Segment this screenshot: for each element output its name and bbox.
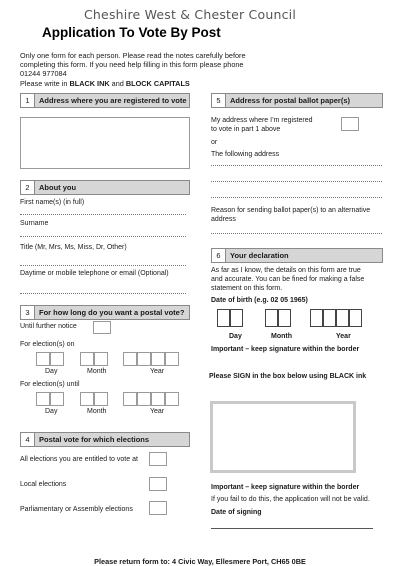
- reason-label-2: address: [211, 216, 236, 223]
- on-day-2[interactable]: [50, 352, 64, 366]
- on-month-label: Month: [87, 368, 107, 375]
- my-address-label-2: to vote in part 1 above: [211, 126, 281, 133]
- date-of-signing-label: Date of signing: [211, 509, 262, 516]
- section-1-label: Address where you are registered to vote: [39, 96, 187, 105]
- reason-label-1: Reason for sending ballot paper(s) to an alternative: [211, 207, 371, 214]
- intro-line-4: [20, 79, 280, 88]
- reason-line-1[interactable]: [211, 233, 382, 234]
- following-address-label: The following address: [211, 151, 280, 158]
- section-4-header: [20, 432, 190, 447]
- until-day-label: Day: [45, 408, 58, 415]
- intro-black-ink: BLACK INK: [69, 78, 110, 88]
- dob-year-3[interactable]: [336, 309, 349, 327]
- declaration-line-1: As far as I know, the details on this form are true: [211, 267, 361, 274]
- my-address-checkbox[interactable]: [341, 117, 359, 131]
- until-year-3[interactable]: [151, 392, 165, 406]
- phone-email-field[interactable]: [20, 293, 186, 294]
- dob-label: Date of birth (e.g. 02 05 1965): [211, 297, 308, 304]
- on-day-1[interactable]: [36, 352, 50, 366]
- dob-year-1[interactable]: [310, 309, 323, 327]
- form-title: Application To Vote By Post: [42, 25, 221, 40]
- on-day-label: Day: [45, 368, 58, 375]
- until-year-label: Year: [150, 408, 165, 415]
- on-month-1[interactable]: [80, 352, 94, 366]
- section-5-label: Address for postal ballot paper(s): [230, 96, 351, 105]
- declaration-line-3: statement on this form.: [211, 285, 283, 292]
- intro-line-4-c: and: [109, 78, 126, 88]
- dob-month-2[interactable]: [278, 309, 291, 327]
- important-note-1: Important – keep signature within the border: [211, 346, 360, 353]
- parliamentary-elections-label: Parliamentary or Assembly elections: [20, 506, 133, 513]
- section-5-header: [211, 93, 383, 108]
- surname-label: Surname: [20, 220, 49, 227]
- section-3-header: [20, 305, 190, 320]
- on-year-1[interactable]: [123, 352, 137, 366]
- alt-address-line-2[interactable]: [211, 181, 382, 182]
- surname-field[interactable]: [20, 236, 186, 237]
- section-1-number: 1: [21, 94, 35, 107]
- until-day-2[interactable]: [50, 392, 64, 406]
- sign-instruction: Please SIGN in the box below using BLACK ink: [209, 373, 367, 380]
- elections-until-label: For election(s) until: [20, 381, 80, 388]
- on-year-label: Year: [150, 368, 165, 375]
- until-month-label: Month: [87, 408, 107, 415]
- or-label: or: [211, 139, 218, 146]
- section-2-header: [20, 180, 190, 195]
- section-5-number: 5: [212, 94, 226, 107]
- on-year-2[interactable]: [137, 352, 151, 366]
- important-note-2: Important – keep signature within the border: [211, 484, 360, 491]
- intro-block-capitals: BLOCK CAPITALS: [125, 78, 190, 88]
- until-further-notice-checkbox[interactable]: [93, 321, 111, 334]
- title-label: Title (Mr, Mrs, Ms, Miss, Dr, Other): [20, 244, 127, 251]
- dob-month-label: Month: [271, 333, 292, 340]
- section-4-number: 4: [21, 433, 35, 446]
- on-year-3[interactable]: [151, 352, 165, 366]
- elections-on-label: For election(s) on: [20, 341, 75, 348]
- until-day-1[interactable]: [36, 392, 50, 406]
- first-names-label: First name(s) (in full): [20, 199, 85, 206]
- title-field[interactable]: [20, 265, 186, 266]
- section-2-label: About you: [39, 183, 77, 192]
- section-3-number: 3: [21, 306, 35, 319]
- dob-year-4[interactable]: [349, 309, 362, 327]
- intro-line-2: completing this form. If you need help filling in this form please phone: [20, 60, 244, 70]
- intro-line-3: 01244 977084: [20, 69, 67, 79]
- dob-day-2[interactable]: [230, 309, 243, 327]
- invalid-note: If you fail to do this, the application will not be valid.: [211, 496, 370, 503]
- section-4-label: Postal vote for which elections: [39, 435, 150, 444]
- dob-year-label: Year: [336, 333, 351, 340]
- parliamentary-elections-checkbox[interactable]: [149, 501, 167, 515]
- section-6-header: [211, 248, 383, 263]
- dob-month-1[interactable]: [265, 309, 278, 327]
- intro-text: [20, 51, 280, 88]
- first-names-field[interactable]: [20, 214, 186, 215]
- section-3-label: For how long do you want a postal vote?: [39, 308, 185, 317]
- signature-box[interactable]: [210, 401, 356, 473]
- intro-line-4-a: Please write in: [20, 78, 70, 88]
- section-6-number: 6: [212, 249, 226, 262]
- until-year-4[interactable]: [165, 392, 179, 406]
- section-2-number: 2: [21, 181, 35, 194]
- on-month-2[interactable]: [94, 352, 108, 366]
- declaration-line-2: and accurate. You can be fined for making a false: [211, 276, 365, 283]
- until-month-1[interactable]: [80, 392, 94, 406]
- council-name: Cheshire West & Chester Council: [84, 7, 296, 22]
- alt-address-line-3[interactable]: [211, 197, 382, 198]
- until-year-2[interactable]: [137, 392, 151, 406]
- dob-day-label: Day: [229, 333, 242, 340]
- local-elections-checkbox[interactable]: [149, 477, 167, 491]
- all-elections-label: All elections you are entitled to vote at: [20, 456, 138, 463]
- intro-line-1: Only one form for each person. Please read the notes carefully before: [20, 51, 246, 60]
- until-further-notice-label: Until further notice: [20, 323, 77, 330]
- registered-address-field[interactable]: [20, 117, 190, 169]
- phone-email-label: Daytime or mobile telephone or email (Optional): [20, 270, 169, 277]
- date-of-signing-field[interactable]: [211, 528, 373, 529]
- return-address: Please return form to: 4 Civic Way, Ellesmere Port, CH65 0BE: [94, 557, 306, 566]
- until-year-1[interactable]: [123, 392, 137, 406]
- all-elections-checkbox[interactable]: [149, 452, 167, 466]
- dob-year-2[interactable]: [323, 309, 336, 327]
- dob-day-1[interactable]: [217, 309, 230, 327]
- section-6-label: Your declaration: [230, 251, 289, 260]
- section-1-header: [20, 93, 190, 108]
- on-year-4[interactable]: [165, 352, 179, 366]
- local-elections-label: Local elections: [20, 481, 67, 488]
- alt-address-line-1[interactable]: [211, 165, 382, 166]
- my-address-label-1: My address where I’m registered: [211, 117, 313, 124]
- until-month-2[interactable]: [94, 392, 108, 406]
